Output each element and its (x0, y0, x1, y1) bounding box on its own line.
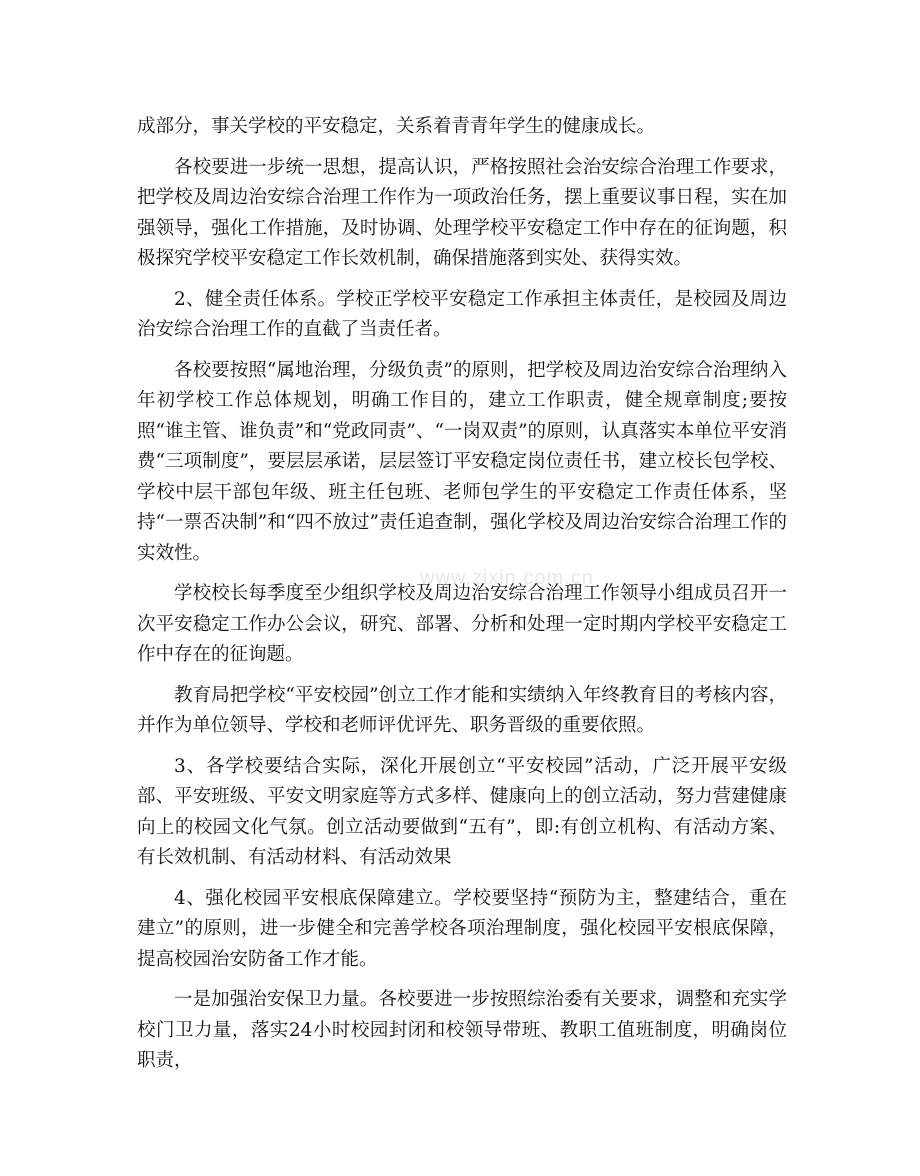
paragraph-7: 3、各学校要结合实际，深化开展创立“平安校园”活动，广泛开展平安级部、平安班级、平安文明家庭等方式多样、健康向上的创立活动，努力营建健康向上的校园文化气氛。创立活动要做到“五有”，即:有创立机构、有活动方案、有长效机制、有活动材料、有活动效果 (137, 755, 787, 868)
paragraph-3: 2、健全责任体系。学校正学校平安稳定工作承担主体责任，是校园及周边治安综合治理工作的直截了当责任者。 (137, 288, 787, 340)
paragraph-8: 4、强化校园平安根底保障建立。学校要坚持“预防为主，整建结合，重在建立”的原则，进一步健全和完善学校各项治理制度，强化校园平安根底保障，提高校园治安防备工作才能。 (137, 887, 787, 970)
paragraph-1: 成部分，事关学校的平安稳定，关系着青青年学生的健康成长。 (137, 116, 656, 137)
paragraph-6: 教育局把学校“平安校园”创立工作才能和实绩纳入年终教育目的考核内容，并作为单位领导、学校和老师评优评先、职务晋级的重要依照。 (137, 684, 787, 736)
document-body (137, 112, 787, 1087)
paragraph-4: 各校要按照“属地治理，分级负责”的原则，把学校及周边治安综合治理纳入年初学校工作总体规划，明确工作目的，建立工作职责，健全规章制度;要按照“谁主管、谁负责”和“党政同责”、“一岗双责”的原则，认真落实本单位平安消费“三项制度”，要层层承诺，层层签订平安稳定岗位责任书，建立校长包学校、学校中层干部包年级、班主任包班、老师包学生的平安稳定工作责任体系，坚持“一票否决制”和“四不放过”责任追查制，强化学校及周边治安综合治理工作的实效性。 (137, 359, 787, 564)
paragraph-2: 各校要进一步统一思想，提高认识，严格按照社会治安综合治理工作要求，把学校及周边治安综合治理工作作为一项政治任务，摆上重要议事日程，实在加强领导，强化工作措施，及时协调、处理学校平安稳定工作中存在的征询题，积极探究学校平安稳定工作长效机制，确保措施落到实处、获得实效。 (137, 156, 787, 269)
watermark: www.zixin.com.cn (420, 567, 594, 589)
paragraph-9: 一是加强治安保卫力量。各校要进一步按照综治委有关要求，调整和充实学校门卫力量，落实24小时校园封闭和校领导带班、教职工值班制度，明确岗位职责， (137, 989, 787, 1071)
paragraph-5: 学校校长每季度至少组织学校及周边治安综合治理工作领导小组成员召开一次平安稳定工作办公会议，研究、部署、分析和处理一定时期内学校平安稳定工作中存在的征询题。 (137, 583, 787, 665)
